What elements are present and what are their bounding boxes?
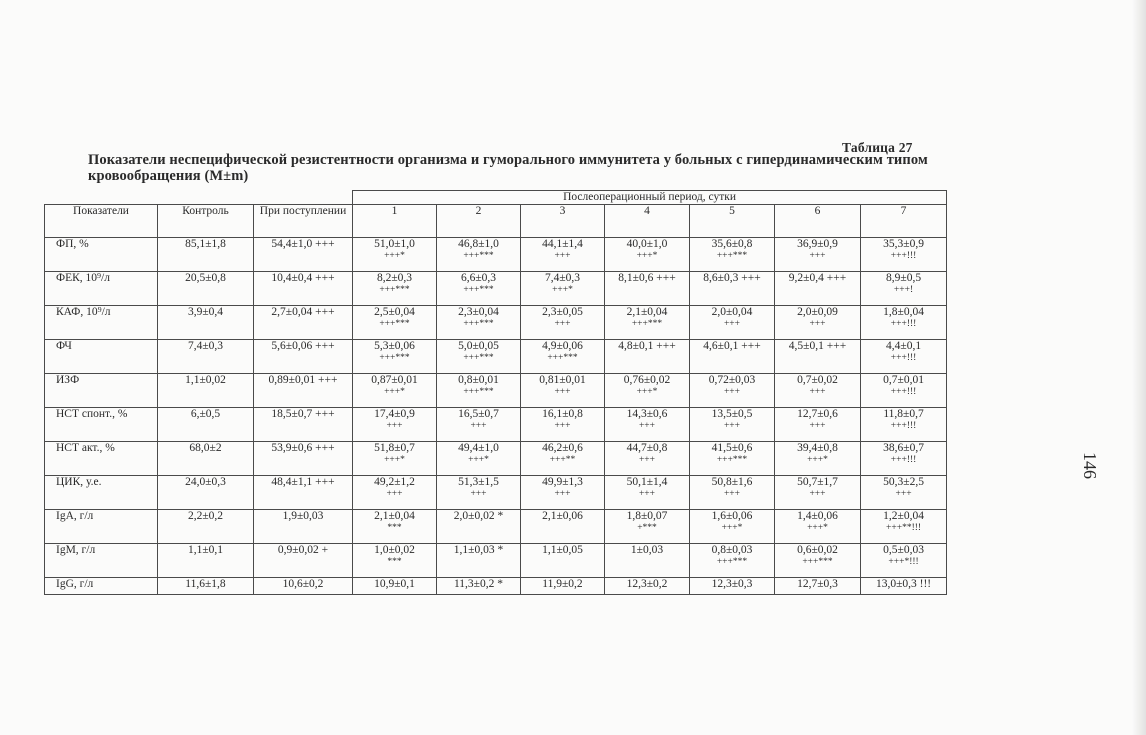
day-1-cell — [353, 340, 437, 374]
day-value: 5,0±0,05 — [458, 340, 499, 352]
day-value: 2,1±0,04 — [374, 510, 415, 522]
day-4-cell — [605, 306, 690, 340]
significance-mark: +++ — [809, 489, 826, 499]
day-6-cell — [775, 238, 861, 272]
table-row — [45, 238, 947, 272]
day-value: 11,3±0,2 * — [453, 578, 503, 590]
day-value: 4,5±0,1 +++ — [788, 340, 847, 352]
day-6-cell — [775, 442, 861, 476]
admission-value: 0,89±0,01 +++ — [254, 374, 353, 408]
significance-mark: +++!!! — [890, 455, 917, 465]
day-3-cell — [521, 510, 605, 544]
day-2-cell — [437, 510, 521, 544]
day-4-cell — [605, 476, 690, 510]
control-value: 1,1±0,02 — [158, 374, 254, 408]
control-value: 24,0±0,3 — [158, 476, 254, 510]
day-value: 51,3±1,5 — [458, 476, 499, 488]
control-value: 6,±0,5 — [158, 408, 254, 442]
day-2-cell — [437, 272, 521, 306]
day-1-cell — [353, 510, 437, 544]
table-row — [45, 340, 947, 374]
day-3-cell — [521, 306, 605, 340]
significance-mark: +++ — [723, 489, 741, 499]
control-value: 2,2±0,2 — [158, 510, 254, 544]
col-header-day-7: 7 — [861, 205, 947, 238]
day-value: 8,6±0,3 +++ — [703, 272, 761, 284]
day-4-cell — [605, 340, 690, 374]
day-5-cell — [690, 442, 775, 476]
row-label: ИЗФ — [45, 374, 158, 408]
day-4-cell — [605, 544, 690, 578]
day-1-cell — [353, 544, 437, 578]
significance-mark: +++ — [554, 489, 571, 499]
day-3-cell — [521, 340, 605, 374]
day-value: 1,8±0,07 — [626, 510, 668, 522]
significance-mark: +++* — [384, 455, 405, 465]
day-2-cell — [437, 408, 521, 442]
day-value: 0,6±0,02 — [797, 544, 838, 556]
significance-mark: +++*** — [463, 387, 494, 397]
day-6-cell — [775, 476, 861, 510]
significance-mark: +++ — [723, 421, 741, 431]
day-7-cell — [861, 272, 947, 306]
day-value: 44,1±1,4 — [542, 238, 583, 250]
significance-mark: +++ — [723, 319, 741, 329]
control-value: 85,1±1,8 — [158, 238, 254, 272]
day-value: 1,0±0,02 — [374, 544, 415, 556]
day-1-cell — [353, 476, 437, 510]
day-value: 35,3±0,9 — [883, 238, 924, 250]
day-value: 8,1±0,6 +++ — [618, 272, 676, 284]
day-value: 50,7±1,7 — [797, 476, 838, 488]
day-value: 2,0±0,02 * — [453, 510, 504, 522]
significance-mark: +++ — [723, 387, 741, 397]
significance-mark: +++ — [554, 251, 571, 261]
row-label: НСТ акт., % — [45, 442, 158, 476]
day-value: 9,2±0,4 +++ — [788, 272, 847, 284]
day-value: 5,3±0,06 — [374, 340, 415, 352]
day-2-cell — [437, 306, 521, 340]
day-1-cell — [353, 272, 437, 306]
day-6-cell — [775, 544, 861, 578]
day-value: 2,0±0,04 — [711, 306, 753, 318]
day-3-cell — [521, 408, 605, 442]
day-value: 0,72±0,03 — [708, 374, 756, 386]
day-7-cell — [861, 442, 947, 476]
significance-mark: +++* — [552, 285, 573, 295]
day-6-cell — [775, 510, 861, 544]
row-label: ФЧ — [45, 340, 158, 374]
significance-mark: +++*** — [463, 251, 494, 261]
day-value: 12,3±0,3 — [711, 578, 753, 590]
day-3-cell — [521, 476, 605, 510]
day-7-cell — [861, 306, 947, 340]
day-4-cell — [605, 272, 690, 306]
significance-mark: +++*** — [802, 557, 833, 567]
day-value: 2,1±0,06 — [542, 510, 583, 522]
day-value: 51,0±1,0 — [374, 238, 415, 250]
day-value: 6,6±0,3 — [460, 272, 497, 284]
day-7-cell — [861, 510, 947, 544]
day-5-cell — [690, 408, 775, 442]
col-header-day-3: 3 — [521, 205, 605, 238]
significance-mark: +++*** — [379, 319, 410, 329]
day-value: 0,81±0,01 — [539, 374, 586, 386]
day-5-cell — [690, 510, 775, 544]
day-3-cell — [521, 374, 605, 408]
significance-mark: +++ — [809, 387, 826, 397]
day-value: 40,0±1,0 — [626, 238, 668, 250]
day-value: 50,1±1,4 — [626, 476, 668, 488]
day-value: 0,7±0,01 — [883, 374, 924, 386]
day-value: 0,8±0,01 — [458, 374, 499, 386]
table-row — [45, 476, 947, 510]
day-value: 2,5±0,04 — [374, 306, 415, 318]
significance-mark: +++* — [384, 387, 405, 397]
significance-mark: +++*** — [716, 557, 748, 567]
row-label: ЦИК, у.е. — [45, 476, 158, 510]
day-3-cell — [521, 544, 605, 578]
day-value: 11,9±0,2 — [542, 578, 583, 590]
admission-value: 53,9±0,6 +++ — [254, 442, 353, 476]
control-value: 68,0±2 — [158, 442, 254, 476]
significance-mark: +++** — [549, 455, 576, 465]
significance-mark: +++*** — [379, 285, 410, 295]
significance-mark: +++!!! — [890, 387, 917, 397]
col-header-day-1: 1 — [353, 205, 437, 238]
day-value: 50,8±1,6 — [711, 476, 753, 488]
significance-mark: +++ — [386, 489, 403, 499]
day-4-cell — [605, 408, 690, 442]
day-value: 8,2±0,3 — [376, 272, 413, 284]
day-2-cell — [437, 544, 521, 578]
significance-mark: +++ — [809, 319, 826, 329]
day-value: 41,5±0,6 — [711, 442, 753, 454]
table-row — [45, 374, 947, 408]
col-header-day-2: 2 — [437, 205, 521, 238]
day-value: 2,3±0,05 — [542, 306, 583, 318]
significance-mark: +++**!!! — [886, 523, 922, 533]
significance-mark: +++* — [636, 251, 658, 261]
day-value: 8,9±0,5 — [886, 272, 922, 284]
col-header-day-6: 6 — [775, 205, 861, 238]
significance-mark: +++ — [809, 421, 826, 431]
significance-mark: +++* — [807, 523, 828, 533]
day-value: 13,5±0,5 — [711, 408, 753, 420]
significance-mark: +++ — [554, 319, 571, 329]
page-edge-shadow — [1132, 0, 1146, 735]
day-value: 50,3±2,5 — [883, 476, 924, 488]
control-value: 11,6±1,8 — [158, 578, 254, 595]
significance-mark: +*** — [637, 523, 657, 533]
significance-mark: +++! — [893, 285, 914, 295]
day-value: 10,9±0,1 — [374, 578, 415, 590]
day-1-cell — [353, 374, 437, 408]
day-value: 1±0,03 — [630, 544, 664, 556]
significance-mark: +++ — [554, 387, 571, 397]
day-value: 1,8±0,04 — [883, 306, 924, 318]
admission-value: 0,9±0,02 + — [254, 544, 353, 578]
day-value: 13,0±0,3 !!! — [875, 578, 932, 590]
control-value: 1,1±0,1 — [158, 544, 254, 578]
col-header-day-5: 5 — [690, 205, 775, 238]
day-5-cell — [690, 340, 775, 374]
significance-mark: +++!!! — [890, 353, 917, 363]
admission-value: 1,9±0,03 — [254, 510, 353, 544]
data-table — [44, 190, 947, 595]
day-7-cell — [861, 476, 947, 510]
day-3-cell — [521, 578, 605, 595]
row-label: ФЕК, 10⁹/л — [45, 272, 158, 306]
admission-value: 18,5±0,7 +++ — [254, 408, 353, 442]
significance-mark: +++!!! — [890, 421, 917, 431]
day-value: 14,3±0,6 — [626, 408, 668, 420]
admission-value: 10,6±0,2 — [254, 578, 353, 595]
day-5-cell — [690, 544, 775, 578]
day-value: 0,8±0,03 — [711, 544, 753, 556]
day-value: 4,6±0,1 +++ — [703, 340, 761, 352]
day-7-cell — [861, 544, 947, 578]
day-5-cell — [690, 238, 775, 272]
page-number: 146 — [1080, 452, 1100, 479]
day-5-cell — [690, 306, 775, 340]
day-4-cell — [605, 510, 690, 544]
control-value: 7,4±0,3 — [158, 340, 254, 374]
significance-mark: +++*** — [463, 285, 494, 295]
table-row — [45, 578, 947, 595]
day-6-cell — [775, 272, 861, 306]
table-row — [45, 272, 947, 306]
day-value: 12,7±0,3 — [797, 578, 838, 590]
day-value: 4,8±0,1 +++ — [618, 340, 676, 352]
day-value: 44,7±0,8 — [626, 442, 668, 454]
day-2-cell — [437, 340, 521, 374]
day-value: 16,1±0,8 — [542, 408, 583, 420]
day-value: 12,3±0,2 — [626, 578, 668, 590]
col-header-day-4: 4 — [605, 205, 690, 238]
day-value: 1,1±0,05 — [542, 544, 583, 556]
day-2-cell — [437, 374, 521, 408]
period-header: Послеоперационный период, сутки — [353, 191, 947, 205]
significance-mark: +++*** — [463, 353, 494, 363]
significance-mark: +++*** — [463, 319, 494, 329]
significance-mark: +++ — [386, 421, 403, 431]
day-value: 17,4±0,9 — [374, 408, 415, 420]
day-4-cell — [605, 374, 690, 408]
day-4-cell — [605, 442, 690, 476]
significance-mark: +++*!!! — [888, 557, 919, 567]
day-value: 4,9±0,06 — [542, 340, 583, 352]
day-value: 1,1±0,03 * — [453, 544, 504, 556]
day-value: 49,9±1,3 — [542, 476, 583, 488]
col-header-control: Контроль — [158, 205, 254, 238]
table-row — [45, 544, 947, 578]
day-2-cell — [437, 578, 521, 595]
admission-value: 5,6±0,06 +++ — [254, 340, 353, 374]
day-value: 2,1±0,04 — [626, 306, 668, 318]
row-label: IgM, г/л — [45, 544, 158, 578]
day-value: 16,5±0,7 — [458, 408, 499, 420]
control-value: 20,5±0,8 — [158, 272, 254, 306]
day-value: 11,8±0,7 — [883, 408, 924, 420]
day-value: 4,4±0,1 — [886, 340, 922, 352]
day-5-cell — [690, 476, 775, 510]
day-1-cell — [353, 442, 437, 476]
day-2-cell — [437, 442, 521, 476]
day-2-cell — [437, 238, 521, 272]
significance-mark: +++* — [636, 387, 658, 397]
day-5-cell — [690, 272, 775, 306]
day-value: 1,2±0,04 — [883, 510, 924, 522]
significance-mark: +++ — [638, 489, 656, 499]
day-1-cell — [353, 238, 437, 272]
day-1-cell — [353, 408, 437, 442]
table-row — [45, 306, 947, 340]
day-value: 49,2±1,2 — [374, 476, 415, 488]
day-2-cell — [437, 476, 521, 510]
document-title: Показатели неспецифической резистентности организма и гуморального иммунитета у больных с гипердинамическим типом кровообращения (M±m) — [88, 152, 928, 184]
day-value: 39,4±0,8 — [797, 442, 838, 454]
day-1-cell — [353, 578, 437, 595]
significance-mark: +++ — [638, 455, 656, 465]
row-label: IgG, г/л — [45, 578, 158, 595]
significance-mark: +++ — [638, 421, 656, 431]
day-value: 7,4±0,3 — [544, 272, 581, 284]
day-value: 35,6±0,8 — [711, 238, 753, 250]
day-value: 0,7±0,02 — [797, 374, 838, 386]
day-value: 0,87±0,01 — [371, 374, 418, 386]
day-6-cell — [775, 578, 861, 595]
day-1-cell — [353, 306, 437, 340]
significance-mark: +++* — [468, 455, 489, 465]
day-6-cell — [775, 306, 861, 340]
table-body — [45, 238, 947, 595]
row-label: IgA, г/л — [45, 510, 158, 544]
day-value: 1,4±0,06 — [797, 510, 838, 522]
day-4-cell — [605, 578, 690, 595]
day-6-cell — [775, 374, 861, 408]
day-value: 49,4±1,0 — [458, 442, 499, 454]
significance-mark: +++!!! — [890, 319, 917, 329]
day-7-cell — [861, 340, 947, 374]
row-label: ФП, % — [45, 238, 158, 272]
day-3-cell — [521, 272, 605, 306]
significance-mark: +++*** — [716, 251, 748, 261]
col-header-admission: При поступлении — [254, 205, 353, 238]
significance-mark: +++*** — [716, 455, 748, 465]
admission-value: 2,7±0,04 +++ — [254, 306, 353, 340]
significance-mark: +++ — [895, 489, 912, 499]
col-header-indicator: Показатели — [45, 205, 158, 238]
admission-value: 54,4±1,0 +++ — [254, 238, 353, 272]
day-7-cell — [861, 374, 947, 408]
day-value: 0,5±0,03 — [883, 544, 924, 556]
significance-mark: +++ — [554, 421, 571, 431]
day-7-cell — [861, 578, 947, 595]
day-3-cell — [521, 442, 605, 476]
significance-mark: *** — [387, 557, 402, 567]
significance-mark: +++ — [470, 489, 487, 499]
day-5-cell — [690, 374, 775, 408]
significance-mark: +++*** — [547, 353, 578, 363]
significance-mark: +++*** — [379, 353, 410, 363]
day-7-cell — [861, 408, 947, 442]
table-row — [45, 510, 947, 544]
day-6-cell — [775, 408, 861, 442]
row-label: КАФ, 10⁹/л — [45, 306, 158, 340]
significance-mark: +++ — [809, 251, 826, 261]
row-label: НСТ спонт., % — [45, 408, 158, 442]
day-6-cell — [775, 340, 861, 374]
day-value: 51,8±0,7 — [374, 442, 415, 454]
significance-mark: +++* — [807, 455, 828, 465]
header-spacer — [45, 191, 353, 205]
significance-mark: +++*** — [631, 319, 663, 329]
table-row — [45, 442, 947, 476]
day-value: 38,6±0,7 — [883, 442, 924, 454]
table-label: Таблица 27 — [842, 140, 913, 155]
control-value: 3,9±0,4 — [158, 306, 254, 340]
significance-mark: +++* — [721, 523, 743, 533]
admission-value: 10,4±0,4 +++ — [254, 272, 353, 306]
day-value: 46,8±1,0 — [458, 238, 499, 250]
significance-mark: +++!!! — [890, 251, 917, 261]
day-value: 2,0±0,09 — [797, 306, 838, 318]
day-5-cell — [690, 578, 775, 595]
day-value: 2,3±0,04 — [458, 306, 499, 318]
day-7-cell — [861, 238, 947, 272]
day-value: 36,9±0,9 — [797, 238, 838, 250]
admission-value: 48,4±1,1 +++ — [254, 476, 353, 510]
significance-mark: +++ — [470, 421, 487, 431]
day-value: 0,76±0,02 — [623, 374, 671, 386]
table-row — [45, 408, 947, 442]
day-4-cell — [605, 238, 690, 272]
significance-mark: +++* — [384, 251, 405, 261]
day-value: 12,7±0,6 — [797, 408, 838, 420]
day-value: 46,2±0,6 — [542, 442, 583, 454]
significance-mark: *** — [387, 523, 402, 533]
day-value: 1,6±0,06 — [711, 510, 753, 522]
day-3-cell — [521, 238, 605, 272]
